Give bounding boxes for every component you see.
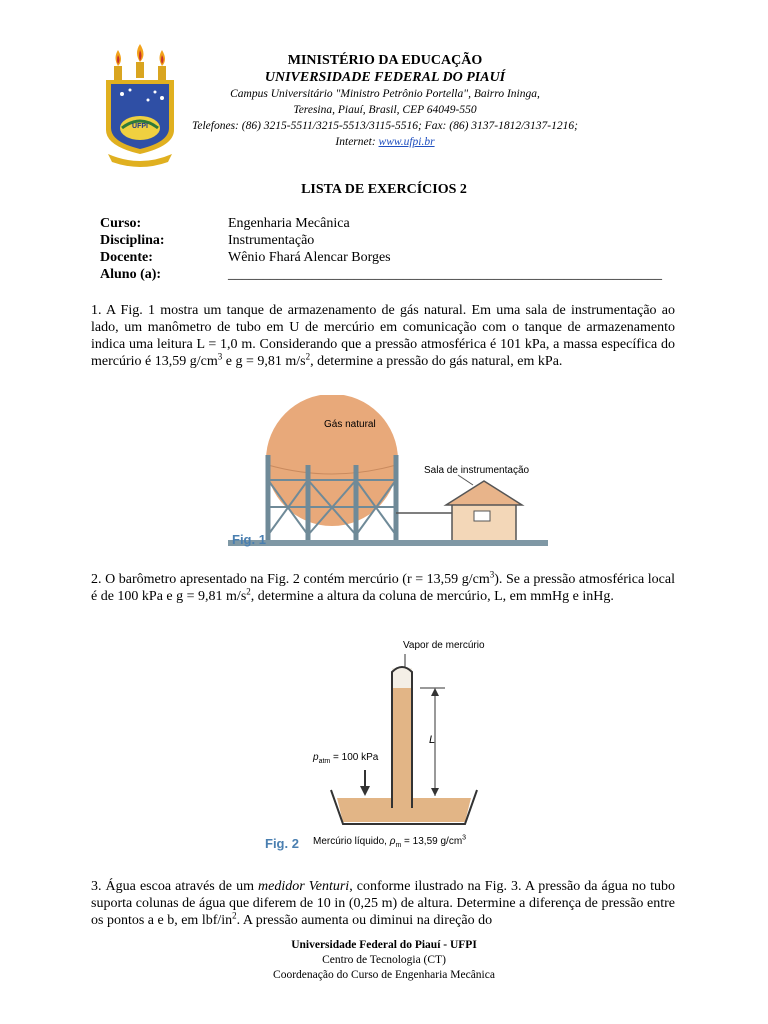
student-blank: ______________________________________________________________ xyxy=(228,267,662,282)
figure-2 xyxy=(255,638,505,860)
teacher-value: Wênio Fhará Alencar Borges xyxy=(228,250,391,265)
question-3: 3. Água escoa através de um medidor Venturi, conforme ilustrado na Fig. 3. A pressão da água no tubo suporta colunas de água que diferem de 10 in (0,25 m) de altura. Determine a diferença de pressão entre os pontos a e b, em lbf/$in^2$. A pressão aumenta ou diminui na direção do xyxy=(91,879,675,928)
liquid-label: Mercúrio líquido, $\rho_m = 13,59$ $g/cm^3$ xyxy=(313,834,467,849)
ministry-title: MINISTÉRIO DA EDUCAÇÃO xyxy=(287,53,483,68)
logo-text: UFPI xyxy=(132,123,148,130)
figure-1 xyxy=(228,395,548,555)
phone-line: Telefones: (86) 3215-5511/3215-5513/3115-5516; Fax: (86) 3137-1812/3137-1216; xyxy=(192,120,578,132)
discipline-label: Disciplina: xyxy=(100,233,165,248)
campus-address: Campus Universitário "Ministro Petrônio Portella", Bairro Ininga, xyxy=(230,88,540,100)
website-link[interactable]: www.ufpi.br xyxy=(378,136,435,148)
footer-center: Centro de Tecnologia (CT) xyxy=(322,954,446,966)
university-logo xyxy=(100,42,180,167)
room-label: Sala de instrumentação xyxy=(424,465,530,476)
course-label: Curso: xyxy=(100,216,142,231)
footer-coordination: Coordenação do Curso de Engenharia Mecânica xyxy=(273,969,495,981)
fig-2-label: Fig. 2 xyxy=(265,836,299,851)
footer-university: Universidade Federal do Piauí - UFPI xyxy=(291,939,477,951)
question-1: 1. A Fig. 1 mostra um tanque de armazenamento de gás natural. Em uma sala de instrumentação ao lado, um manômetro de tubo em U de mercúrio em comunicação com o tanque de armazenamento indica uma leitura L = 1,0 m. Considerando que a pressão atmosférica é 101 kPa, a massa específica do mercúrio é 13,59 $g/cm^3$ e g = 9,81 $m/s^2$, determine a pressão do gás natural, em kPa. xyxy=(91,303,675,369)
internet-label: Internet: xyxy=(335,136,376,148)
teacher-label: Docente: xyxy=(100,250,153,265)
page-footer xyxy=(0,938,768,983)
vapor-label: Vapor de mercúrio xyxy=(403,640,485,651)
city-address: Teresina, Piauí, Brasil, CEP 64049-550 xyxy=(293,104,477,116)
gas-label: Gás natural xyxy=(324,419,376,430)
university-name: UNIVERSIDADE FEDERAL DO PIAUÍ xyxy=(264,70,506,85)
fig-1-label: Fig. 1 xyxy=(232,532,266,547)
discipline-value: Instrumentação xyxy=(228,233,315,248)
question-2: 2. O barômetro apresentado na Fig. 2 contém mercúrio (r = 13,59 $g/cm^3$). Se a pressão atmosférica local é de 100 kPa e g = 9,81 $m/s^2$, determine a altura da coluna de mercúrio, L, em mmHg e inHg. xyxy=(91,569,675,604)
student-label: Aluno (a): xyxy=(100,267,162,282)
internet-line xyxy=(200,134,570,150)
height-L-label: L xyxy=(429,734,436,746)
document-title: LISTA DE EXERCÍCIOS 2 xyxy=(301,182,467,197)
course-value: Engenharia Mecânica xyxy=(228,216,350,231)
patm-label: $p_{atm} = 100$ kPa xyxy=(313,752,379,765)
letterhead xyxy=(192,52,578,150)
